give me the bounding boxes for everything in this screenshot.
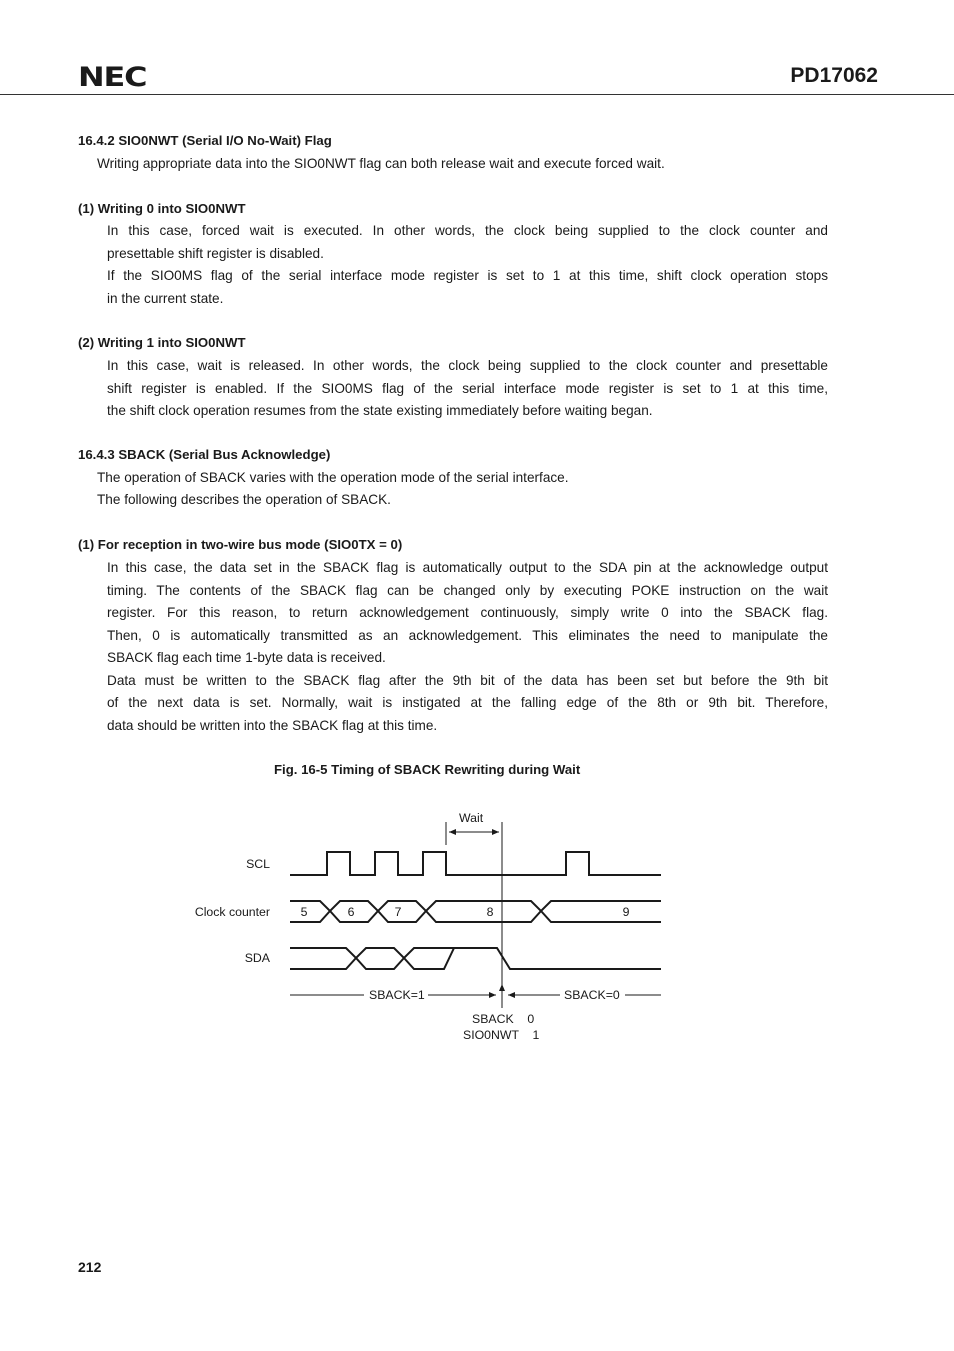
paragraph-line: data should be written into the SBACK flag at this time.: [107, 717, 438, 733]
sback0-label: SBACK=0: [564, 988, 620, 1002]
sda-waveform-high: [290, 948, 661, 969]
clock-counter-bus-bottom: [290, 911, 661, 922]
paragraph-line: the shift clock operation resumes from the state existing immediately before waiting began.: [107, 403, 653, 418]
scl-waveform: [290, 852, 661, 875]
nec-logo: NEC: [78, 62, 147, 93]
section-intro: The following describes the operation of SBACK.: [97, 492, 391, 507]
timing-diagram: [0, 790, 954, 1060]
clock-counter-label: Clock counter: [194, 905, 270, 919]
paragraph-line: register. For this reason, to return acknowledgement continuously, simply write 0 into the SBACK flag.: [107, 605, 828, 620]
figure-caption: Fig. 16-5 Timing of SBACK Rewriting during Wait: [274, 762, 581, 777]
paragraph-line: In this case, wait is released. In other words, the clock being supplied to the clock counter and presettable: [107, 358, 828, 373]
scl-label: SCL: [246, 857, 270, 871]
paragraph-line: SBACK flag each time 1-byte data is received.: [107, 650, 386, 665]
paragraph-line: If the SIO0MS flag of the serial interface mode register is set to 1 at this time, shift clock operation stops: [107, 268, 828, 283]
counter-value: 6: [347, 905, 355, 919]
counter-value: 9: [622, 905, 630, 919]
sda-waveform-low: [290, 948, 454, 969]
subsection-heading: (1) Writing 0 into SIO0NWT: [78, 201, 246, 216]
document-number: PD17062: [790, 64, 878, 87]
section-heading-16-4-3: 16.4.3 SBACK (Serial Bus Acknowledge): [78, 447, 331, 462]
subsection-heading: (2) Writing 1 into SIO0NWT: [78, 335, 246, 350]
note-sio0nwt: SIO0NWT 1: [463, 1028, 540, 1042]
counter-value: 5: [300, 905, 308, 919]
paragraph: [107, 220, 828, 310]
page-number: 212: [78, 1259, 102, 1275]
section-heading-16-4-2: 16.4.2 SIO0NWT (Serial I/O No-Wait) Flag: [78, 133, 332, 148]
paragraph-line: shift register is enabled. If the SIO0MS flag of the serial interface mode register is set to 1 at this time,: [107, 380, 828, 396]
counter-value: 8: [486, 905, 494, 919]
paragraph-line: in the current state.: [107, 290, 224, 306]
paragraph-line: Data must be written to the SBACK flag after the 9th bit of the data has been set but before the 9th bit: [107, 672, 828, 688]
subsection-heading: (1) For reception in two-wire bus mode (SIO0TX = 0): [78, 537, 403, 552]
section-intro: The operation of SBACK varies with the operation mode of the serial interface.: [97, 470, 569, 485]
counter-value: 7: [394, 905, 402, 919]
clock-counter-bus-top: [290, 901, 661, 911]
paragraph-line: timing. The contents of the SBACK flag can be changed only by executing POKE instruction on the wait: [107, 582, 828, 598]
paragraph-line: In this case, forced wait is executed. In other words, the clock being supplied to the clock counter and: [107, 223, 828, 238]
wait-label: Wait: [459, 811, 484, 825]
paragraph: [107, 355, 828, 423]
paragraph-line: of the next data is set. Normally, wait is instigated at the falling edge of the 8th or 9th bit. Therefore,: [107, 695, 828, 710]
sda-label: SDA: [244, 951, 270, 965]
sback1-label: SBACK=1: [369, 988, 425, 1002]
header-rule: [0, 94, 954, 95]
paragraph-line: presettable shift register is disabled.: [107, 245, 324, 261]
paragraph-line: In this case, the data set in the SBACK flag is automatically output to the SDA pin at the acknowledge output: [107, 560, 828, 575]
paragraph-line: Then, 0 is automatically transmitted as an acknowledgement. This eliminates the need to manipulate the: [107, 627, 828, 643]
section-intro: Writing appropriate data into the SIO0NWT flag can both release wait and execute forced wait.: [97, 156, 665, 171]
note-sback: SBACK 0: [472, 1012, 535, 1026]
paragraph: [107, 557, 828, 737]
